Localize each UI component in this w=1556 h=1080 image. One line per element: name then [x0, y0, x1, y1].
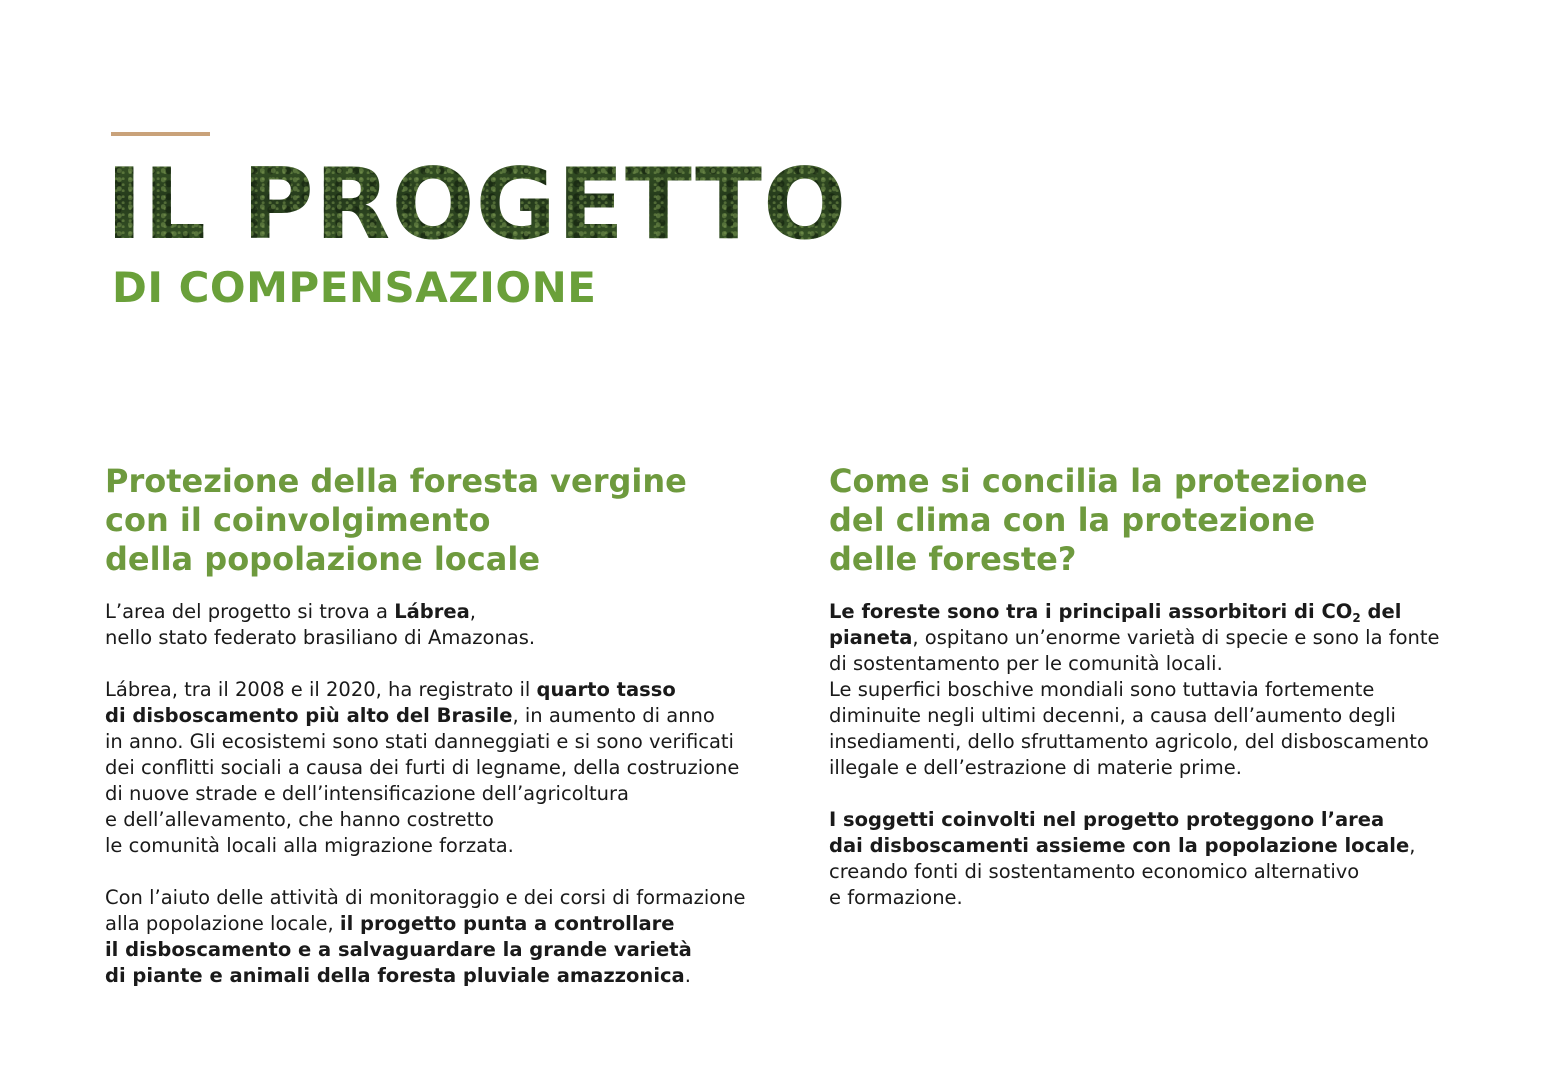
- text-line: Le superfici boschive mondiali sono tuttavia fortemente: [829, 678, 1375, 701]
- title-accent-line: [111, 132, 210, 136]
- page-subtitle: DI COMPENSAZIONE: [112, 263, 597, 312]
- text-span: .: [684, 964, 691, 987]
- text-line: [105, 703, 795, 729]
- left-heading: [105, 462, 795, 579]
- right-paragraph-stakeholders: [829, 807, 1469, 911]
- bold-text: I soggetti coinvolti nel progetto proteggono l’area: [829, 808, 1385, 831]
- left-paragraph-location: [105, 599, 795, 651]
- bold-text: Lábrea: [394, 600, 470, 623]
- right-heading-line: Come si concilia la protezione: [829, 462, 1368, 500]
- text-line: nello stato federato brasiliano di Amazonas.: [105, 626, 536, 649]
- text-line: e formazione.: [829, 886, 963, 909]
- text-line: [829, 833, 1469, 859]
- left-heading-line: della popolazione locale: [105, 540, 541, 578]
- bold-text: dai disboscamenti assieme con la popolazione locale: [829, 834, 1410, 857]
- text-span: Lábrea, tra il 2008 e il 2020, ha registrato il: [105, 678, 537, 701]
- left-paragraph-project-goal: [105, 885, 795, 989]
- bold-text: quarto tasso: [536, 678, 676, 701]
- text-line: [829, 625, 1469, 651]
- right-column: [829, 462, 1469, 937]
- text-line: [105, 599, 795, 625]
- text-span: ,: [469, 600, 476, 623]
- text-line: e dell’allevamento, che hanno costretto: [105, 808, 494, 831]
- bold-text: il disboscamento e a salvaguardare la grande varietà: [105, 938, 692, 961]
- text-line: [829, 599, 1469, 625]
- text-line: creando fonti di sostentamento economico alternativo: [829, 860, 1360, 883]
- text-line: insediamenti, dello sfruttamento agricolo, del disboscamento: [829, 730, 1429, 753]
- page-title: IL PROGETTO: [106, 148, 848, 262]
- text-line: in anno. Gli ecosistemi sono stati danneggiati e si sono verificati: [105, 730, 734, 753]
- left-column: [105, 462, 795, 1015]
- text-line: Con l’aiuto delle attività di monitoraggio e dei corsi di formazione: [105, 886, 746, 909]
- text-line: [105, 911, 795, 937]
- text-span: , ospitano un’enorme varietà di specie e sono la fonte: [912, 626, 1440, 649]
- right-heading: [829, 462, 1469, 579]
- text-line: dei conflitti sociali a causa dei furti di legname, della costruzione: [105, 756, 740, 779]
- text-line: [105, 677, 795, 703]
- bold-text: Le foreste sono tra i principali assorbitori di CO: [829, 600, 1353, 623]
- text-line: [105, 937, 795, 963]
- text-line: [829, 807, 1469, 833]
- left-heading-line: Protezione della foresta vergine: [105, 462, 687, 500]
- text-span: , in aumento di anno: [512, 704, 715, 727]
- bold-text: di piante e animali della foresta pluviale amazzonica: [105, 964, 685, 987]
- text-span: L’area del progetto si trova a: [105, 600, 395, 623]
- text-line: di nuove strade e dell’intensificazione dell’agricoltura: [105, 782, 629, 805]
- bold-text: del: [1360, 600, 1402, 623]
- subscript-text: 2: [1352, 611, 1361, 625]
- bold-text: di disboscamento più alto del Brasile: [105, 704, 513, 727]
- right-heading-line: del clima con la protezione: [829, 501, 1316, 539]
- text-line: le comunità locali alla migrazione forzata.: [105, 834, 514, 857]
- text-line: diminuite negli ultimi decenni, a causa dell’aumento degli: [829, 704, 1396, 727]
- right-heading-line: delle foreste?: [829, 540, 1077, 578]
- bold-text: pianeta: [829, 626, 913, 649]
- right-paragraph-forests: [829, 599, 1469, 781]
- text-line: illegale e dell’estrazione di materie prime.: [829, 756, 1242, 779]
- text-line: di sostentamento per le comunità locali.: [829, 652, 1223, 675]
- text-line: [105, 963, 795, 989]
- text-span: ,: [1409, 834, 1416, 857]
- text-span: alla popolazione locale,: [105, 912, 340, 935]
- bold-text: il progetto punta a controllare: [339, 912, 675, 935]
- left-paragraph-deforestation: [105, 677, 795, 859]
- left-heading-line: con il coinvolgimento: [105, 501, 491, 539]
